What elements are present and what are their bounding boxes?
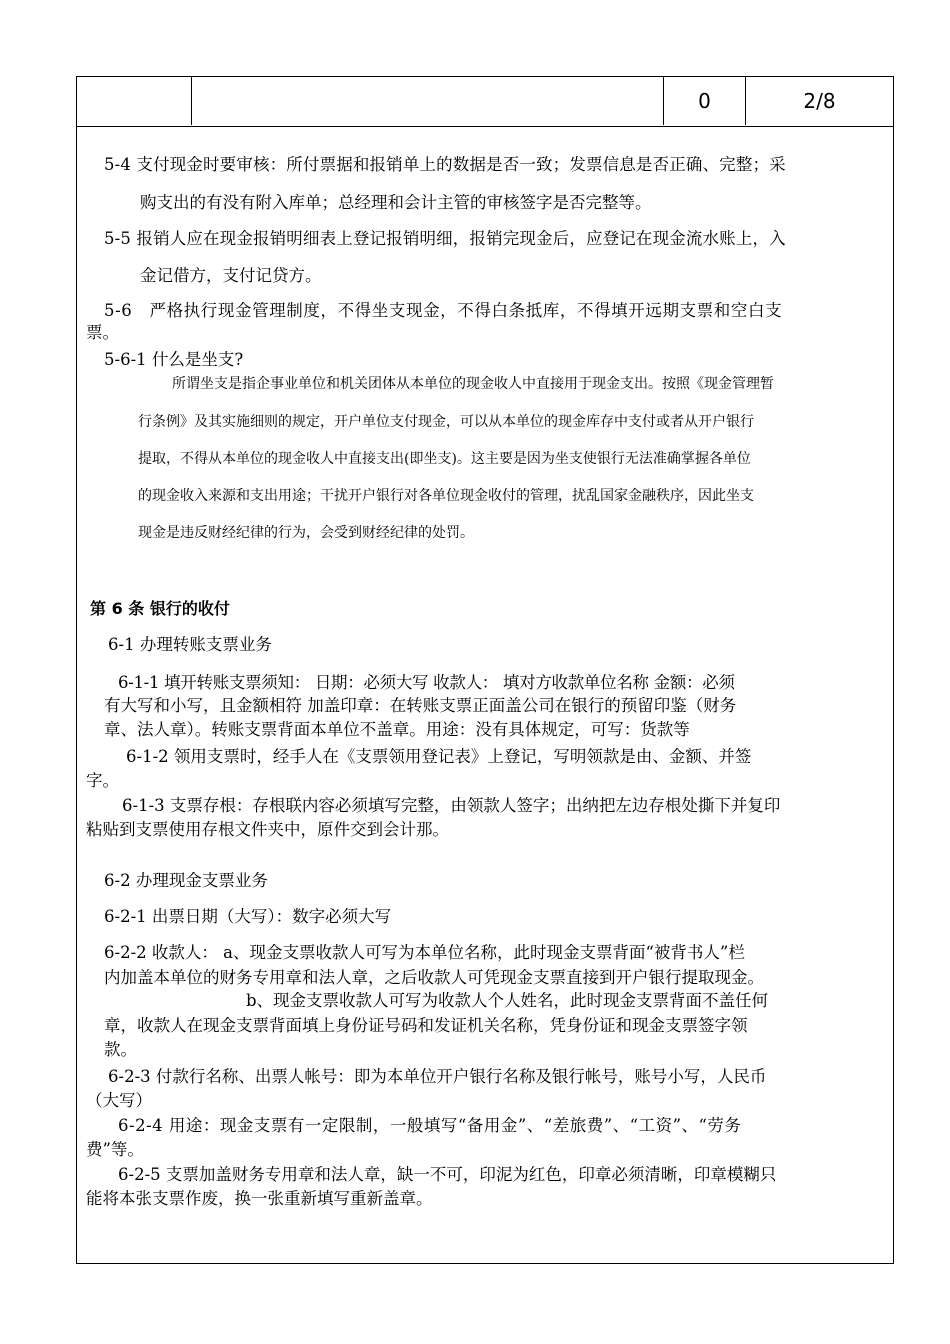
header-cell-2 bbox=[192, 77, 664, 125]
paragraph-line: 提取，不得从本单位的现金收人中直接支出(即坐支)。这主要是因为坐支使银行无法准确掌握各单位 bbox=[138, 451, 751, 467]
paragraph-line: 6-1-3 支票存根：存根联内容必须填写完整，由领款人签字；出纳把左边存根处撕下并复印 bbox=[122, 796, 781, 815]
paragraph-line: 购支出的有没有附入库单；总经理和会计主管的审核签字是否完整等。 bbox=[140, 193, 652, 212]
paragraph-line: 内加盖本单位的财务专用章和法人章，之后收款人可凭现金支票直接到开户银行提取现金。 bbox=[104, 968, 764, 987]
header-table bbox=[77, 77, 893, 127]
paragraph-line: 6-2-2 收款人： a、现金支票收款人可写为本单位名称，此时现金支票背面“被背书人”栏 bbox=[104, 943, 745, 962]
paragraph-line: 6-2-5 支票加盖财务专用章和法人章，缺一不可，印泥为红色，印章必须清晰，印章模糊只 bbox=[118, 1165, 777, 1184]
paragraph-line: 款。 bbox=[104, 1040, 137, 1059]
paragraph-line: 费”等。 bbox=[86, 1140, 144, 1159]
paragraph-line: 5-6 严格执行现金管理制度，不得坐支现金，不得白条抵库，不得填开远期支票和空白支 bbox=[104, 301, 783, 320]
paragraph-line: 行条例》及其实施细则的规定，开户单位支付现金，可以从本单位的现金库存中支付或者从开户银行 bbox=[138, 414, 754, 430]
subsection-heading: 5-6-1 什么是坐支? bbox=[104, 350, 244, 369]
version-number: 0 bbox=[664, 77, 746, 125]
paragraph-line: 粘贴到支票使用存根文件夹中，原件交到会计那。 bbox=[86, 820, 449, 839]
paragraph-line: 6-2-3 付款行名称、出票人帐号：即为本单位开户银行名称及银行帐号，账号小写，人民币 bbox=[108, 1067, 767, 1086]
subsection-heading: 6-1 办理转账支票业务 bbox=[108, 635, 272, 654]
paragraph-line: 现金是违反财经纪律的行为，会受到财经纪律的处罚。 bbox=[138, 525, 474, 541]
paragraph-line: 5-4 支付现金时要审核：所付票据和报销单上的数据是否一致；发票信息是否正确、完整；采 bbox=[104, 155, 786, 174]
paragraph-line: 章，收款人在现金支票背面填上身份证号码和发证机关名称，凭身份证和现金支票签字领 bbox=[104, 1016, 748, 1035]
paragraph-line: 6-2-1 出票日期（大写）：数字必须大写 bbox=[104, 907, 392, 926]
header-cell-1 bbox=[77, 77, 192, 125]
paragraph-line: 6-1-2 领用支票时，经手人在《支票领用登记表》上登记，写明领款是由、金额、并签 bbox=[126, 747, 752, 766]
paragraph-line: b、现金支票收款人可写为收款人个人姓名，此时现金支票背面不盖任何 bbox=[246, 991, 769, 1010]
subsection-heading: 6-2 办理现金支票业务 bbox=[104, 871, 268, 890]
section-heading: 第 6 条 银行的收付 bbox=[90, 599, 230, 618]
paragraph-line: 能将本张支票作废，换一张重新填写重新盖章。 bbox=[86, 1189, 433, 1208]
paragraph-line: 所谓坐支是指企事业单位和机关团体从本单位的现金收人中直接用于现金支出。按照《现金管理暂 bbox=[172, 376, 774, 392]
paragraph-line: （大写） bbox=[86, 1091, 152, 1110]
paragraph-line: 票。 bbox=[86, 323, 119, 342]
paragraph-line: 的现金收入来源和支出用途；干扰开户银行对各单位现金收付的管理，扰乱国家金融秩序，因此坐支 bbox=[138, 488, 754, 504]
paragraph-line: 6-1-1 填开转账支票须知： 日期：必须大写 收款人： 填对方收款单位名称 金额：必须 bbox=[118, 673, 735, 692]
paragraph-line: 6-2-4 用途：现金支票有一定限制，一般填写“备用金”、“差旅费”、“工资”、“劳务 bbox=[118, 1116, 742, 1135]
page-number: 2/8 bbox=[803, 89, 836, 113]
paragraph-line: 章、法人章）。转账支票背面本单位不盖章。用途：没有具体规定，可写：货款等 bbox=[104, 720, 690, 739]
paragraph-line: 有大写和小写，且金额相符 加盖印章：在转账支票正面盖公司在银行的预留印鉴（财务 bbox=[104, 696, 737, 715]
paragraph-line: 金记借方，支付记贷方。 bbox=[140, 266, 322, 285]
paragraph-line: 字。 bbox=[86, 771, 119, 790]
paragraph-line: 5-5 报销人应在现金报销明细表上登记报销明细，报销完现金后，应登记在现金流水账上，入 bbox=[104, 229, 786, 248]
